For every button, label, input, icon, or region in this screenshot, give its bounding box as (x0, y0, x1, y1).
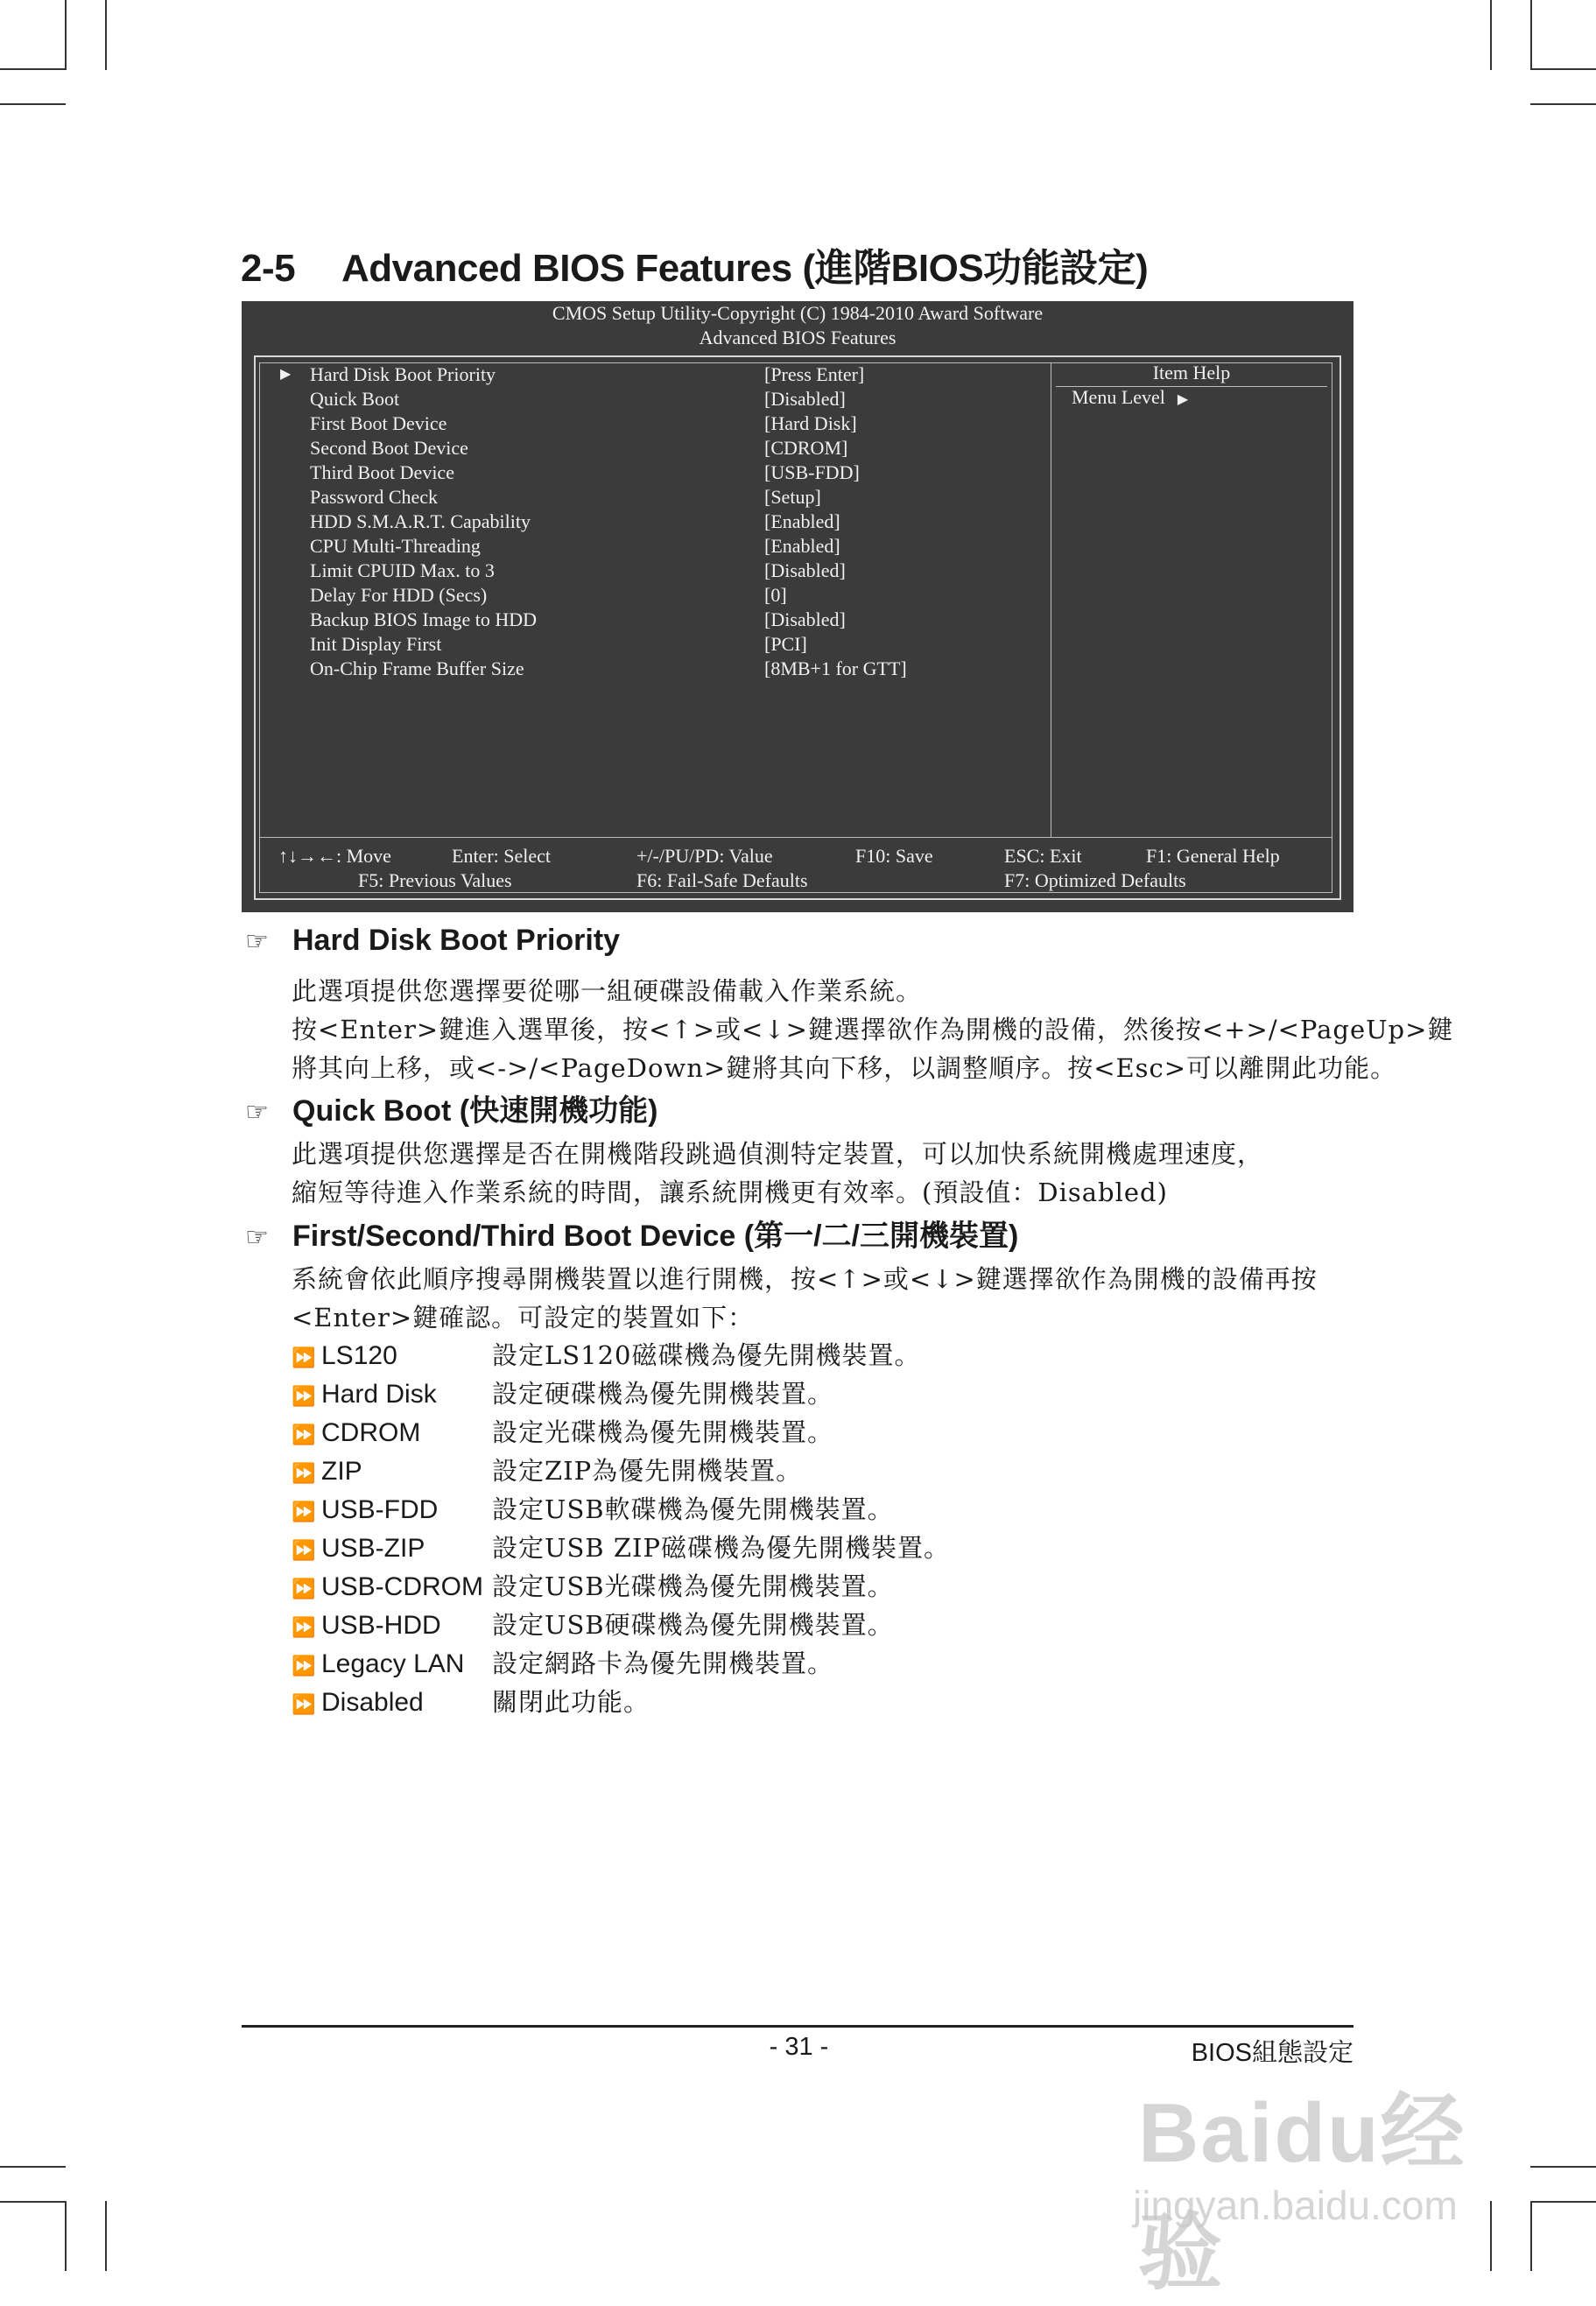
bios-item-label: Hard Disk Boot Priority (310, 363, 496, 385)
heading-text: Quick Boot (快速開機功能) (292, 1094, 658, 1128)
heading-text: Hard Disk Boot Priority (292, 924, 621, 957)
section-title (241, 236, 1148, 292)
paragraph-line: 縮短等待進入作業系統的時間，讓系統開機更有效率。(預設值：Disabled) (292, 1178, 1168, 1207)
bios-item-value: [Hard Disk] (764, 412, 857, 434)
bios-header (242, 301, 1353, 350)
bios-item-value: [Press Enter] (764, 363, 865, 385)
option-desc: 設定USB光碟機為優先開機裝置。 (492, 1571, 894, 1601)
bios-item-value: [Disabled] (764, 388, 846, 410)
crop-mark (65, 0, 67, 70)
double-arrow-icon: ⏩ (292, 1385, 316, 1407)
submenu-arrow-icon: ▶ (280, 367, 292, 382)
option-name: ZIP (321, 1457, 362, 1486)
bios-keys-divider (259, 837, 1332, 838)
bios-item-value: [PCI] (764, 633, 807, 655)
key-select: Enter: Select (452, 845, 552, 867)
heading-boot-devices (245, 1212, 1018, 1255)
bios-item-value: [Setup] (764, 486, 821, 508)
crop-mark (1530, 0, 1532, 70)
double-arrow-icon: ⏩ (292, 1424, 316, 1445)
crop-mark (1530, 2166, 1596, 2168)
option-zip (292, 1452, 802, 1487)
bios-screenshot (242, 301, 1353, 912)
option-name: LS120 (321, 1341, 397, 1370)
key-fail-safe-defaults: F6: Fail-Safe Defaults (636, 869, 808, 891)
bios-item-second-boot-device[interactable] (242, 436, 1030, 460)
paragraph-line: 按<Enter>鍵進入選單後，按<↑>或<↓>鍵選擇欲作為開機的設備，然後按<+>/<PageUp>鍵 (292, 1015, 1454, 1044)
option-usb-hdd (292, 1606, 894, 1642)
option-usb-cdrom (292, 1567, 894, 1603)
watermark (1129, 2066, 1515, 2300)
bios-item-label: Quick Boot (310, 388, 400, 410)
pointing-hand-icon: ☞ (245, 927, 269, 956)
option-desc: 設定網路卡為優先開機裝置。 (492, 1649, 834, 1678)
bios-item-init-display-first[interactable] (242, 632, 1030, 657)
key-previous-values: F5: Previous Values (358, 869, 512, 891)
bios-item-value: [Disabled] (764, 608, 846, 630)
crop-mark (105, 0, 107, 70)
bios-item-label: On-Chip Frame Buffer Size (310, 657, 524, 679)
item-help-title: Item Help (1152, 362, 1231, 383)
bios-item-label: Password Check (310, 486, 439, 508)
bios-item-label: Second Boot Device (310, 437, 468, 459)
key-move: ↑↓→←: Move (278, 845, 391, 867)
bios-item-label: Third Boot Device (310, 461, 454, 483)
crop-mark (0, 2201, 66, 2203)
double-arrow-icon: ⏩ (292, 1346, 316, 1368)
option-desc: 關閉此功能。 (492, 1687, 650, 1717)
key-optimized-defaults: F7: Optimized Defaults (1004, 869, 1186, 891)
bios-item-label: HDD S.M.A.R.T. Capability (310, 510, 531, 532)
bios-item-label: CPU Multi-Threading (310, 535, 481, 557)
bios-page-title: Advanced BIOS Features (699, 327, 896, 348)
crop-mark (1530, 2201, 1532, 2271)
footer-rule (242, 2025, 1353, 2028)
option-name: Hard Disk (321, 1380, 437, 1409)
option-name: USB-FDD (321, 1495, 439, 1524)
option-name: USB-CDROM (321, 1572, 483, 1601)
crop-mark (1530, 68, 1596, 70)
option-ls120 (292, 1336, 920, 1372)
crop-mark (0, 103, 66, 105)
bios-item-value: [8MB+1 for GTT] (764, 657, 907, 679)
paragraph-line: 將其向上移，或<->/<PageDown>鍵將其向下移，以調整順序。按<Esc>可以離開此功能。 (292, 1053, 1397, 1083)
double-arrow-icon: ⏩ (292, 1539, 316, 1561)
pointing-hand-icon: ☞ (245, 1223, 269, 1252)
option-desc: 設定光碟機為優先開機裝置。 (492, 1417, 834, 1447)
paragraph-line: <Enter>鍵確認。可設定的裝置如下： (292, 1303, 755, 1332)
bios-item-first-boot-device[interactable] (242, 411, 1030, 436)
option-desc: 設定USB軟碟機為優先開機裝置。 (492, 1494, 894, 1524)
key-general-help: F1: General Help (1146, 845, 1280, 867)
bios-item-password-check[interactable] (242, 485, 1030, 510)
heading-text: First/Second/Third Boot Device (第一/二/三開機裝置) (292, 1220, 1019, 1253)
section-number: 2-5 (241, 247, 296, 290)
menu-level-label: Menu Level (1072, 386, 1165, 408)
option-desc: 設定USB硬碟機為優先開機裝置。 (492, 1610, 894, 1640)
option-name: Legacy LAN (321, 1649, 465, 1678)
watermark-url: jingyan.baidu.com (1133, 2183, 1458, 2228)
crop-mark (1490, 0, 1492, 70)
crop-mark (0, 2166, 66, 2168)
heading-hard-disk-boot-priority (245, 924, 620, 958)
option-desc: 設定ZIP為優先開機裝置。 (492, 1456, 803, 1486)
paragraph-line: 系統會依此順序搜尋開機裝置以進行開機，按<↑>或<↓>鍵選擇欲作為開機的設備再按 (292, 1264, 1318, 1294)
option-name: CDROM (321, 1418, 421, 1447)
crop-mark (0, 68, 66, 70)
bios-item-label: Delay For HDD (Secs) (310, 584, 488, 606)
bios-item-hard-disk-boot-priority[interactable] (242, 362, 1030, 387)
option-desc: 設定USB ZIP磁碟機為優先開機裝置。 (492, 1533, 950, 1563)
bios-item-frame-buffer-size[interactable] (242, 657, 1030, 681)
double-arrow-icon: ⏩ (292, 1578, 316, 1599)
option-desc: 設定LS120磁碟機為優先開機裝置。 (492, 1340, 921, 1370)
page-number: - 31 - (769, 2033, 829, 2061)
menu-level-arrow-icon: ▶ (1177, 392, 1189, 407)
bios-item-hdd-smart[interactable] (242, 510, 1030, 534)
crop-mark (65, 2201, 67, 2271)
bios-copyright: CMOS Setup Utility-Copyright (C) 1984-2010 Award Software (552, 302, 1044, 324)
double-arrow-icon: ⏩ (292, 1462, 316, 1484)
option-usb-zip (292, 1529, 950, 1564)
bios-item-label: Backup BIOS Image to HDD (310, 608, 538, 630)
bios-item-value: [Disabled] (764, 559, 846, 581)
double-arrow-icon: ⏩ (292, 1501, 316, 1522)
bios-item-value: [USB-FDD] (764, 461, 860, 483)
footer-chapter: BIOS組態設定 (1191, 2039, 1353, 2067)
double-arrow-icon: ⏩ (292, 1655, 316, 1677)
section-title-text: Advanced BIOS Features (進階BIOS功能設定) (341, 247, 1149, 290)
bios-item-label: Init Display First (310, 633, 442, 655)
option-hard-disk (292, 1374, 833, 1410)
bios-item-value: [CDROM] (764, 437, 848, 459)
bios-item-label: First Boot Device (310, 412, 447, 434)
option-name: Disabled (321, 1688, 424, 1717)
key-value: +/-/PU/PD: Value (636, 845, 773, 867)
double-arrow-icon: ⏩ (292, 1693, 316, 1715)
crop-mark (1530, 2201, 1596, 2203)
key-save: F10: Save (855, 845, 933, 867)
bios-item-label: Limit CPUID Max. to 3 (310, 559, 495, 581)
pointing-hand-icon: ☞ (245, 1098, 269, 1127)
option-name: USB-ZIP (321, 1534, 425, 1563)
bios-item-value: [Enabled] (764, 510, 840, 532)
crop-mark (105, 2201, 107, 2271)
bios-item-value: [0] (764, 584, 787, 606)
paragraph-line: 此選項提供您選擇要從哪一組硬碟設備載入作業系統。 (292, 976, 923, 1006)
paragraph-line: 此選項提供您選擇是否在開機階段跳過偵測特定裝置，可以加快系統開機處理速度， (292, 1139, 1264, 1169)
bios-item-cpu-multi-threading[interactable] (242, 534, 1030, 559)
crop-mark (1530, 103, 1596, 105)
bios-item-quick-boot[interactable] (242, 387, 1030, 411)
double-arrow-icon: ⏩ (292, 1616, 316, 1638)
menu-level (1072, 385, 1188, 412)
key-exit: ESC: Exit (1004, 845, 1082, 867)
heading-quick-boot (245, 1086, 657, 1129)
bios-item-backup-bios-image[interactable] (242, 608, 1030, 632)
option-desc: 設定硬碟機為優先開機裝置。 (492, 1379, 834, 1409)
option-name: USB-HDD (321, 1611, 441, 1640)
watermark-logo: Baidu经验 (1138, 2086, 1466, 2300)
bios-item-limit-cpuid[interactable] (242, 559, 1030, 583)
bios-item-value: [Enabled] (764, 535, 840, 557)
option-legacy-lan (292, 1644, 833, 1680)
bios-item-third-boot-device[interactable] (242, 460, 1030, 485)
bios-item-delay-for-hdd[interactable] (242, 583, 1030, 608)
option-cdrom (292, 1413, 833, 1449)
option-usb-fdd (292, 1490, 894, 1526)
option-disabled (292, 1683, 650, 1719)
